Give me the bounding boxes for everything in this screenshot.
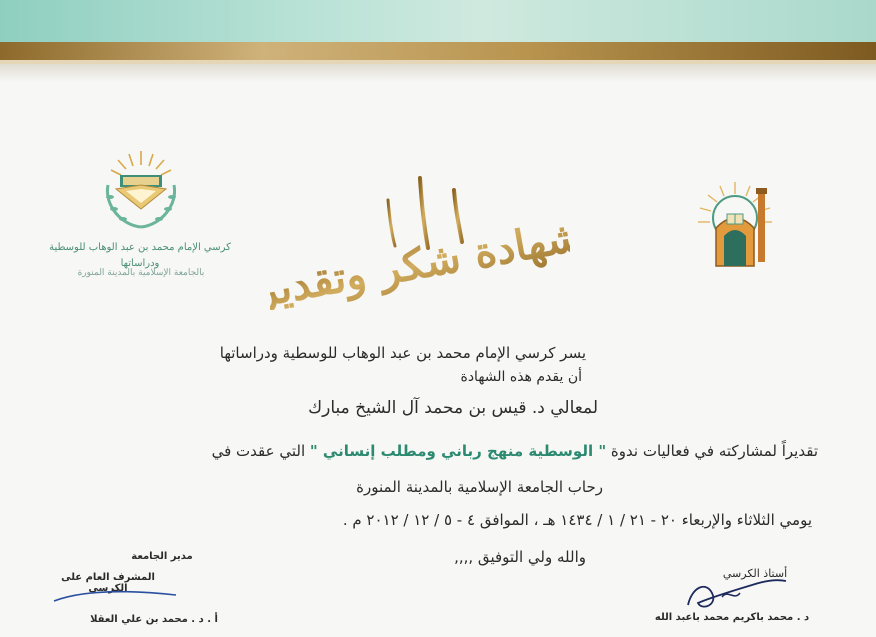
body-line-dates: يومي الثلاثاء والإربعاء ٢٠ - ٢١ / ١ / ١٤٣٤ هـ ، الموافق ٤ - ٥ / ١٢ / ٢٠١٢ م . (342, 511, 812, 529)
left-signatory-role: المشرف العام على الكرسي (61, 572, 155, 594)
seminar-title: " الوسطية منهج رباني ومطلب إنساني " (309, 442, 607, 460)
left-signature-icon (50, 585, 180, 607)
top-teal-band (0, 0, 876, 42)
chair-logo-icon (96, 145, 186, 235)
body-line-1: يسر كرسي الإمام محمد بن عبد الوهاب للوسطية ودراساتها (219, 344, 586, 362)
line4-post: التي عقدت في (211, 442, 310, 460)
body-line-4 (212, 442, 818, 460)
chair-university: بالجامعة الإسلامية بالمدينة المنورة (77, 268, 205, 278)
top-gold-band (0, 42, 876, 60)
right-signatory-name: د . محمد باكريم محمد باعبد الله (654, 612, 810, 623)
certificate-title-text: شهادة شكر وتقدير (270, 210, 570, 310)
line4-pre: تقديراً لمشاركته في فعاليات ندوة (606, 442, 818, 460)
closing-line: والله ولي التوفيق ,,,, (454, 548, 586, 566)
recipient-name: لمعالي د. قيس بن محمد آل الشيخ مبارك (308, 398, 598, 418)
chair-name: كرسي الإمام محمد بن عبد الوهاب للوسطية ودراساتها (49, 242, 231, 269)
left-signatory-name: أ . د . محمد بن علي العقلا (90, 614, 218, 625)
top-band-shadow (0, 64, 876, 82)
right-signatory-title: أستاذ الكرسي (722, 567, 788, 580)
certificate-title (270, 170, 570, 310)
left-signatory-title: مدير الجامعة (131, 551, 193, 562)
body-line-2: أن يقدم هذه الشهادة (460, 369, 582, 385)
body-line-5: رحاب الجامعة الإسلامية بالمدينة المنورة (356, 478, 603, 496)
university-logo-icon (690, 178, 780, 272)
